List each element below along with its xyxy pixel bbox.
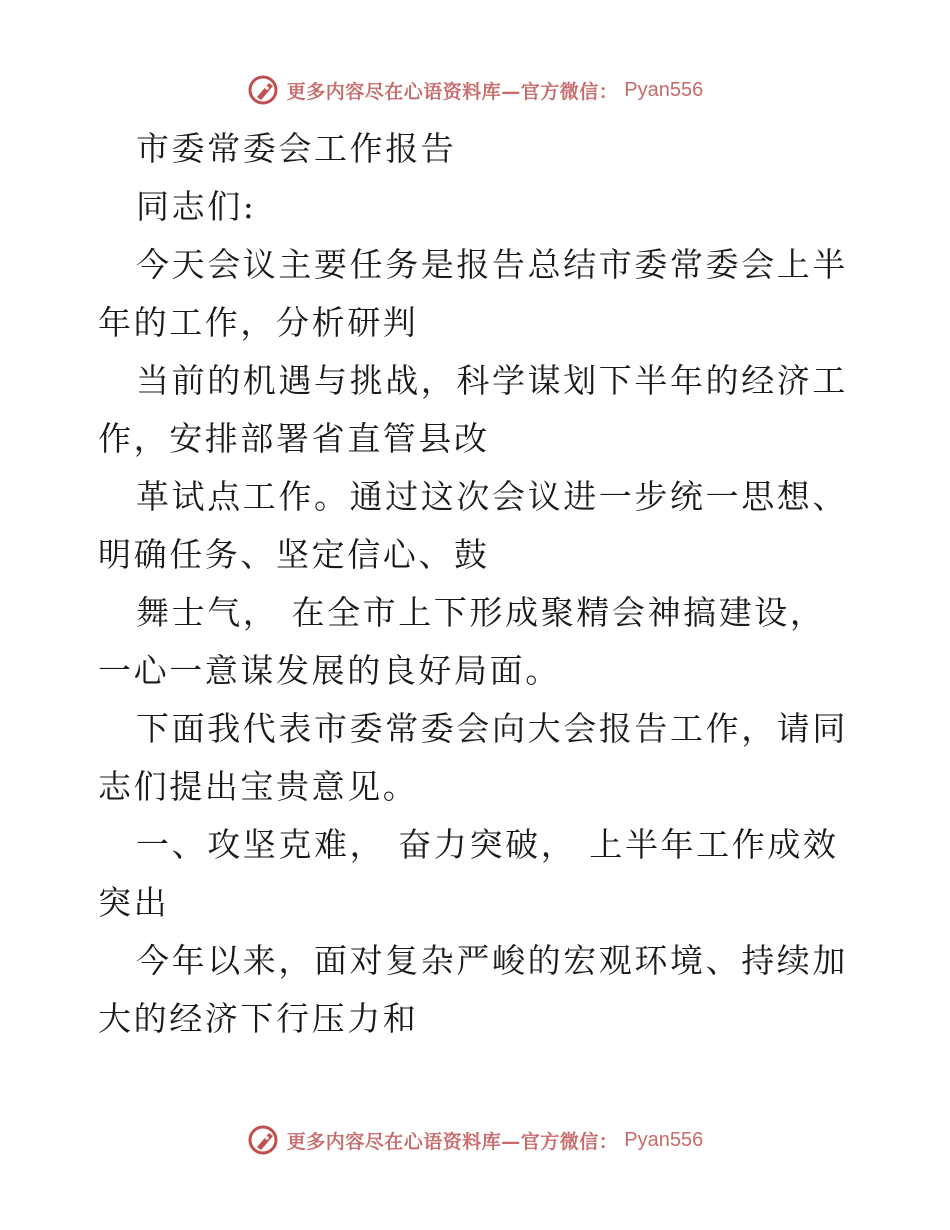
- paragraph: 舞士气， 在全市上下形成聚精会神搞建设， 一心一意谋发展的良好局面。: [98, 593, 826, 690]
- paragraph: 当前的机遇与挑战，科学谋划下半年的经济工作，安排部署省直管县改: [98, 361, 848, 458]
- paragraph: 今年以来，面对复杂严峻的宏观环境、持续加大的经济下行压力和: [98, 941, 848, 1038]
- document-body: [98, 120, 858, 1048]
- document-title: 市委常委会工作报告: [136, 129, 457, 168]
- salutation: 同志们:: [136, 187, 257, 226]
- paragraph: 革试点工作。通过这次会议进一步统一思想、明确任务、坚定信心、鼓: [98, 477, 848, 574]
- pen-nib-logo-icon: [247, 73, 281, 107]
- watermark-text: 更多内容尽在心语资料库—官方微信：: [286, 80, 619, 103]
- watermark-account: Pyan556: [624, 78, 704, 101]
- header-watermark: [0, 70, 950, 110]
- pen-nib-logo-icon: [247, 1123, 281, 1157]
- watermark-account: Pyan556: [624, 1128, 704, 1151]
- paragraph: 下面我代表市委常委会向大会报告工作，请同志们提出宝贵意见。: [98, 709, 848, 806]
- section-heading: 一、攻坚克难， 奋力突破， 上半年工作成效突出: [98, 825, 839, 922]
- watermark-text: 更多内容尽在心语资料库—官方微信：: [286, 1130, 619, 1153]
- footer-watermark: [0, 1120, 950, 1160]
- paragraph: 今天会议主要任务是报告总结市委常委会上半年的工作，分析研判: [98, 245, 848, 342]
